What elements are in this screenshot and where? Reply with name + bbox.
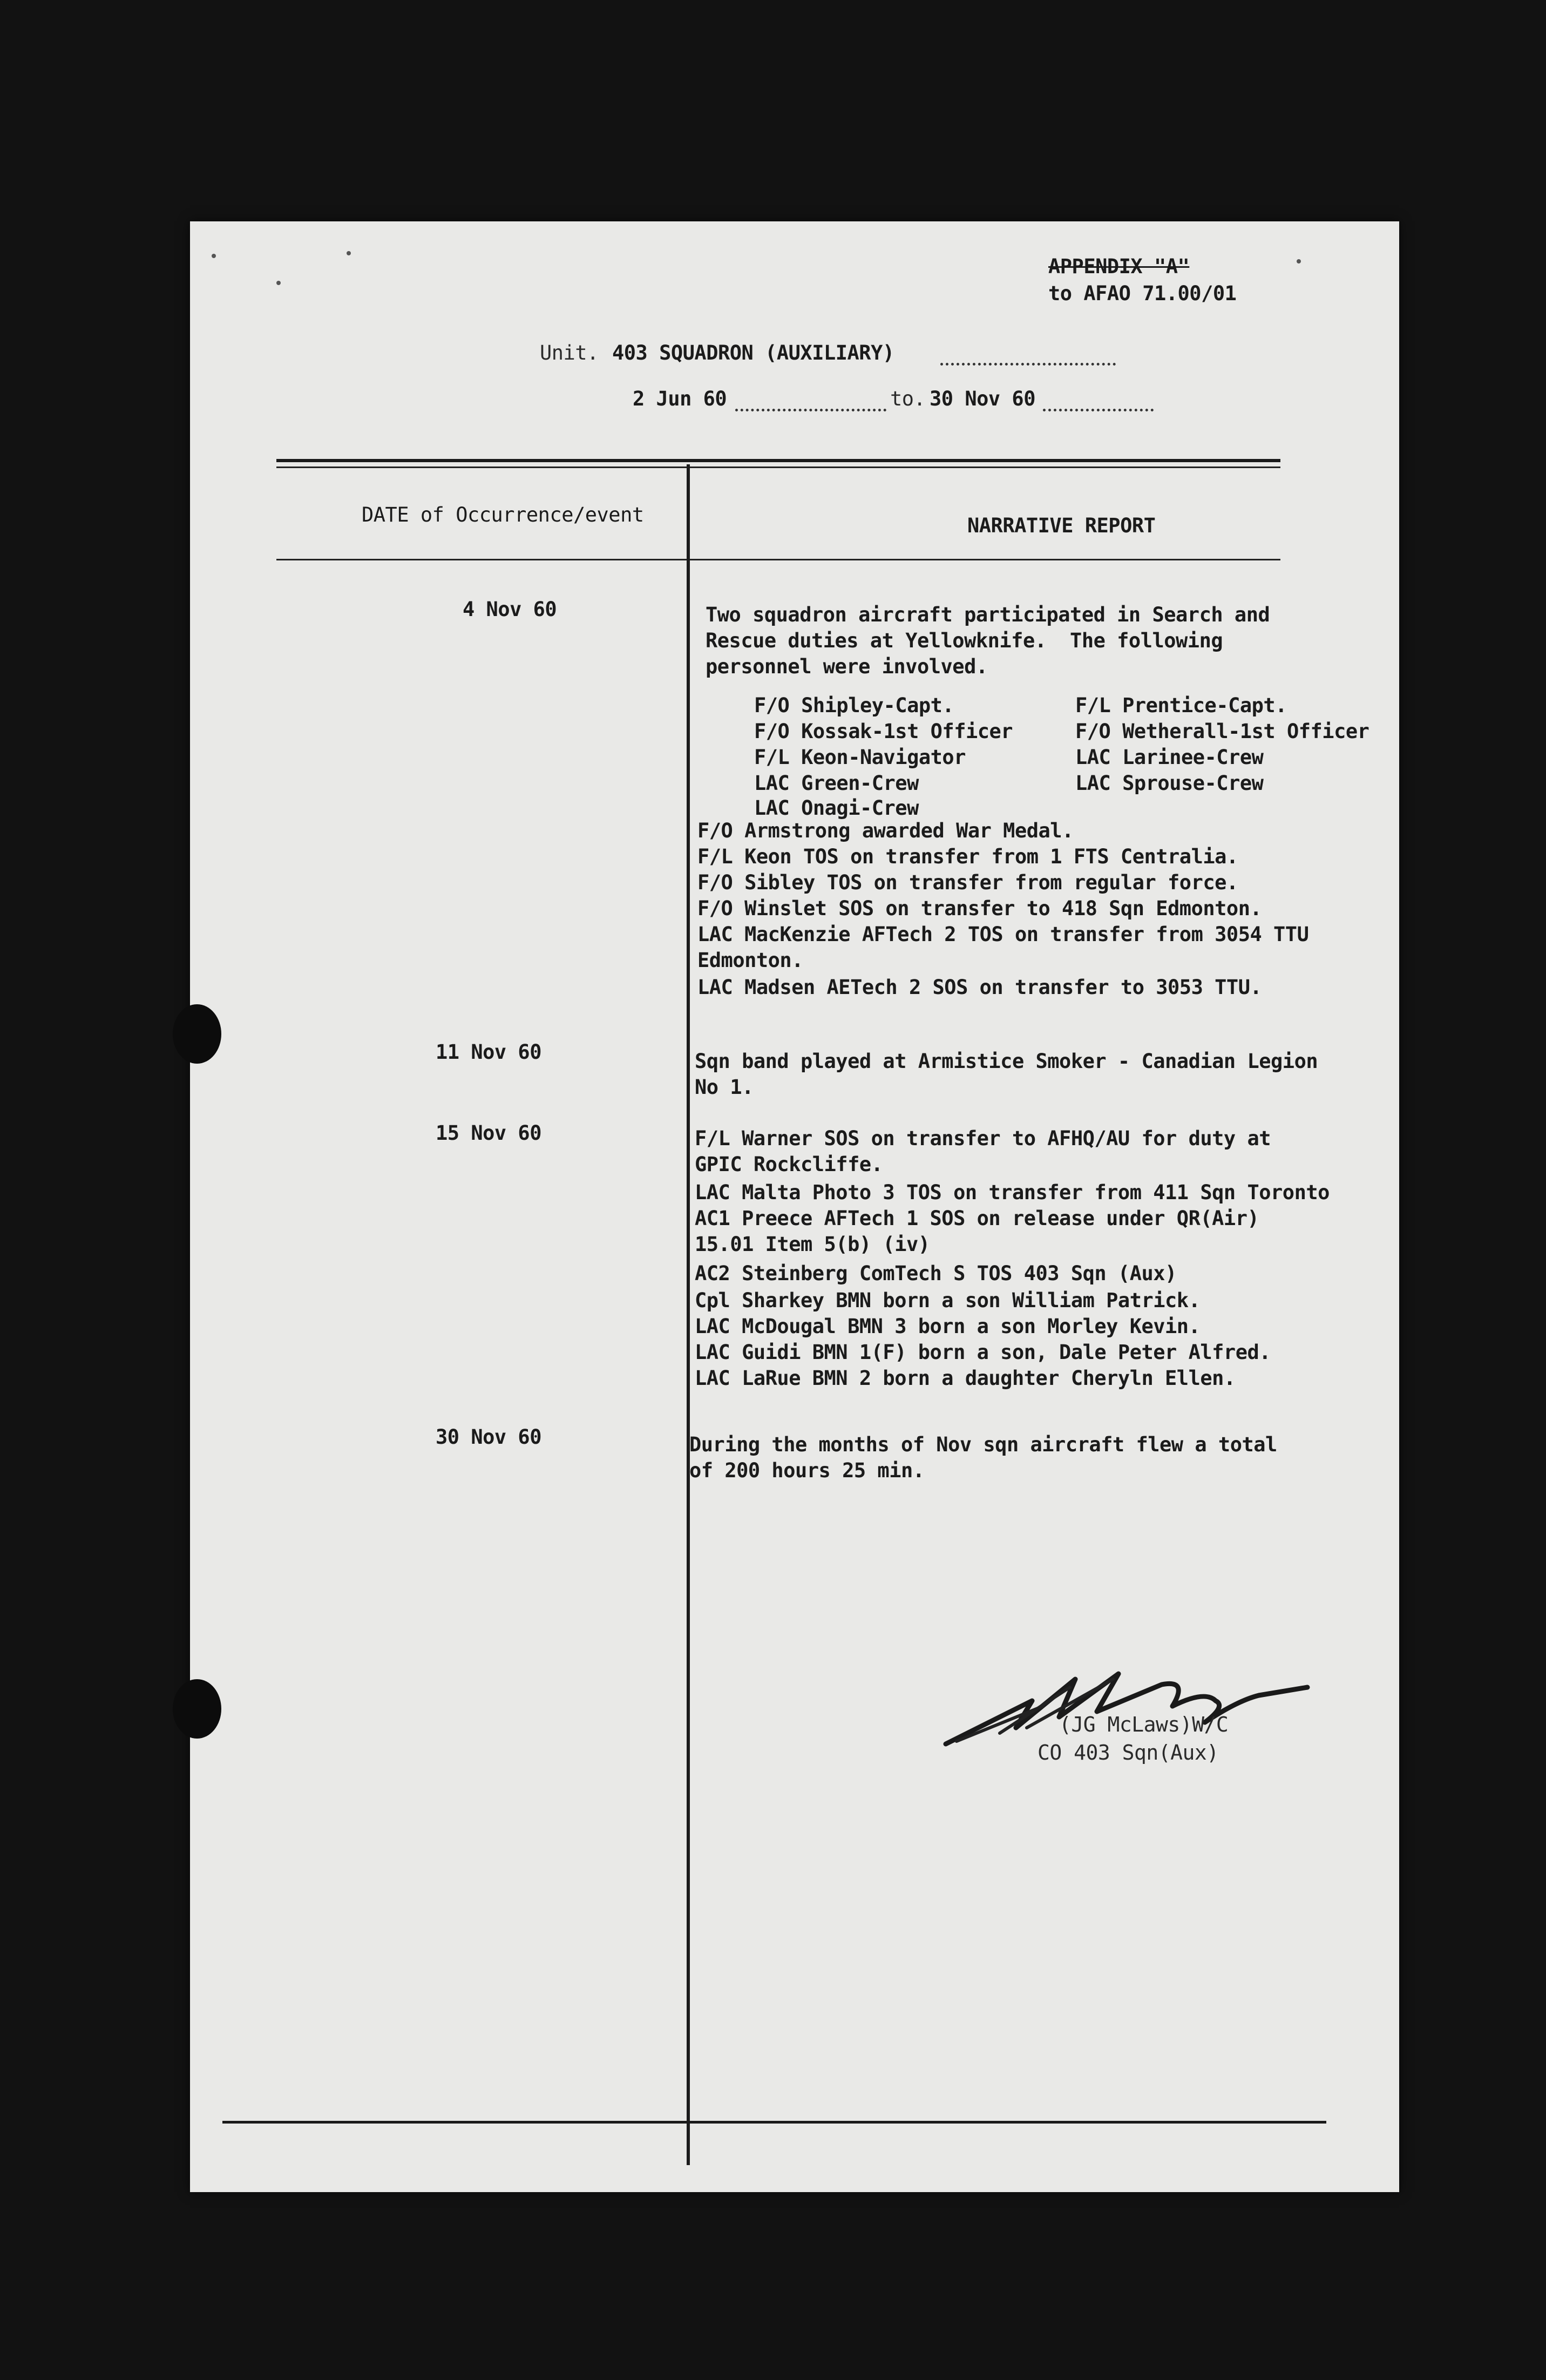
narrative-line: GPIC Rockcliffe. [695,1153,883,1176]
narrative-line: 15.01 Item 5(b) (iv) [695,1233,930,1256]
entry-date: 11 Nov 60 [436,1040,541,1064]
narrative-line: F/L Warner SOS on transfer to AFHQ/AU for duty at [695,1127,1271,1150]
table-bottom-rule [222,2121,1326,2124]
column-divider [687,464,690,2165]
punch-hole [173,1004,221,1064]
narrative-line: Sqn band played at Armistice Smoker - Canadian Legion [695,1050,1318,1073]
narrative-line: LAC Malta Photo 3 TOS on transfer from 411 Sqn Toronto [695,1181,1330,1204]
period-dotted-line [1043,409,1154,411]
period-to-value: 30 Nov 60 [930,387,1035,410]
scan-speck [276,281,281,285]
period-to-label: to. [890,387,926,410]
table-top-rule [276,466,1280,468]
crew-member: F/O Kossak-1st Officer [754,720,1013,743]
signatory-title: CO 403 Sqn(Aux) [1038,1741,1219,1764]
date-column-header: DATE of Occurrence/event [362,503,644,526]
narrative-line: LAC Guidi BMN 1(F) born a son, Dale Peter Alfred. [695,1341,1271,1364]
crew-member: F/O Wetherall-1st Officer [1075,720,1369,743]
narrative-column-header: NARRATIVE REPORT [967,514,1156,537]
narrative-line: Edmonton. [697,949,803,972]
entry-date: 4 Nov 60 [463,598,557,621]
narrative-line: LAC LaRue BMN 2 born a daughter Cheryln Ellen. [695,1367,1236,1390]
narrative-line: F/O Sibley TOS on transfer from regular force. [697,871,1238,894]
narrative-line: LAC Madsen AETech 2 SOS on transfer to 3053 TTU. [697,976,1262,999]
unit-label: Unit. [540,341,599,364]
narrative-line: During the months of Nov sqn aircraft flew a total [689,1433,1277,1456]
narrative-line: Two squadron aircraft participated in Search and [706,603,1270,626]
crew-member: LAC Larinee-Crew [1075,746,1264,769]
narrative-line: Rescue duties at Yellowknife. The following [706,629,1223,652]
period-from-value: 2 Jun 60 [633,387,727,410]
entry-date: 15 Nov 60 [436,1121,541,1145]
appendix-title: APPENDIX "A" [1048,255,1190,278]
table-top-rule [276,459,1280,462]
scan-speck [212,254,216,258]
document-page [190,221,1399,2192]
narrative-line: of 200 hours 25 min. [689,1459,925,1482]
narrative-line: AC1 Preece AFTech 1 SOS on release under QR(Air) [695,1207,1259,1230]
crew-member: F/L Keon-Navigator [754,746,966,769]
appendix-reference: to AFAO 71.00/01 [1048,282,1237,305]
scan-speck [347,251,351,255]
header-rule [276,559,1280,560]
unit-value: 403 SQUADRON (AUXILIARY) [612,341,894,364]
handwritten-signature [935,1647,1313,1755]
period-dotted-line [735,409,886,411]
signatory-name: (JG McLaws)W/C [1059,1713,1229,1736]
narrative-line: personnel were involved. [706,655,988,678]
crew-member: F/L Prentice-Capt. [1075,694,1287,717]
unit-dotted-line [940,363,1116,366]
narrative-line: F/O Winslet SOS on transfer to 418 Sqn Edmonton. [697,897,1262,920]
crew-member: F/O Shipley-Capt. [754,694,954,717]
narrative-line: LAC McDougal BMN 3 born a son Morley Kevin. [695,1315,1201,1338]
entry-date: 30 Nov 60 [436,1425,541,1449]
crew-member: LAC Green-Crew [754,772,919,795]
crew-member: LAC Onagi-Crew [754,796,919,820]
narrative-line: Cpl Sharkey BMN born a son William Patrick. [695,1289,1201,1312]
scan-speck [1297,259,1301,263]
narrative-line: F/O Armstrong awarded War Medal. [697,819,1074,842]
narrative-line: LAC MacKenzie AFTech 2 TOS on transfer from 3054 TTU [697,923,1309,946]
narrative-line: No 1. [695,1076,754,1099]
narrative-line: AC2 Steinberg ComTech S TOS 403 Sqn (Aux) [695,1262,1177,1285]
narrative-line: F/L Keon TOS on transfer from 1 FTS Centralia. [697,845,1238,868]
punch-hole [173,1679,221,1739]
crew-member: LAC Sprouse-Crew [1075,772,1264,795]
